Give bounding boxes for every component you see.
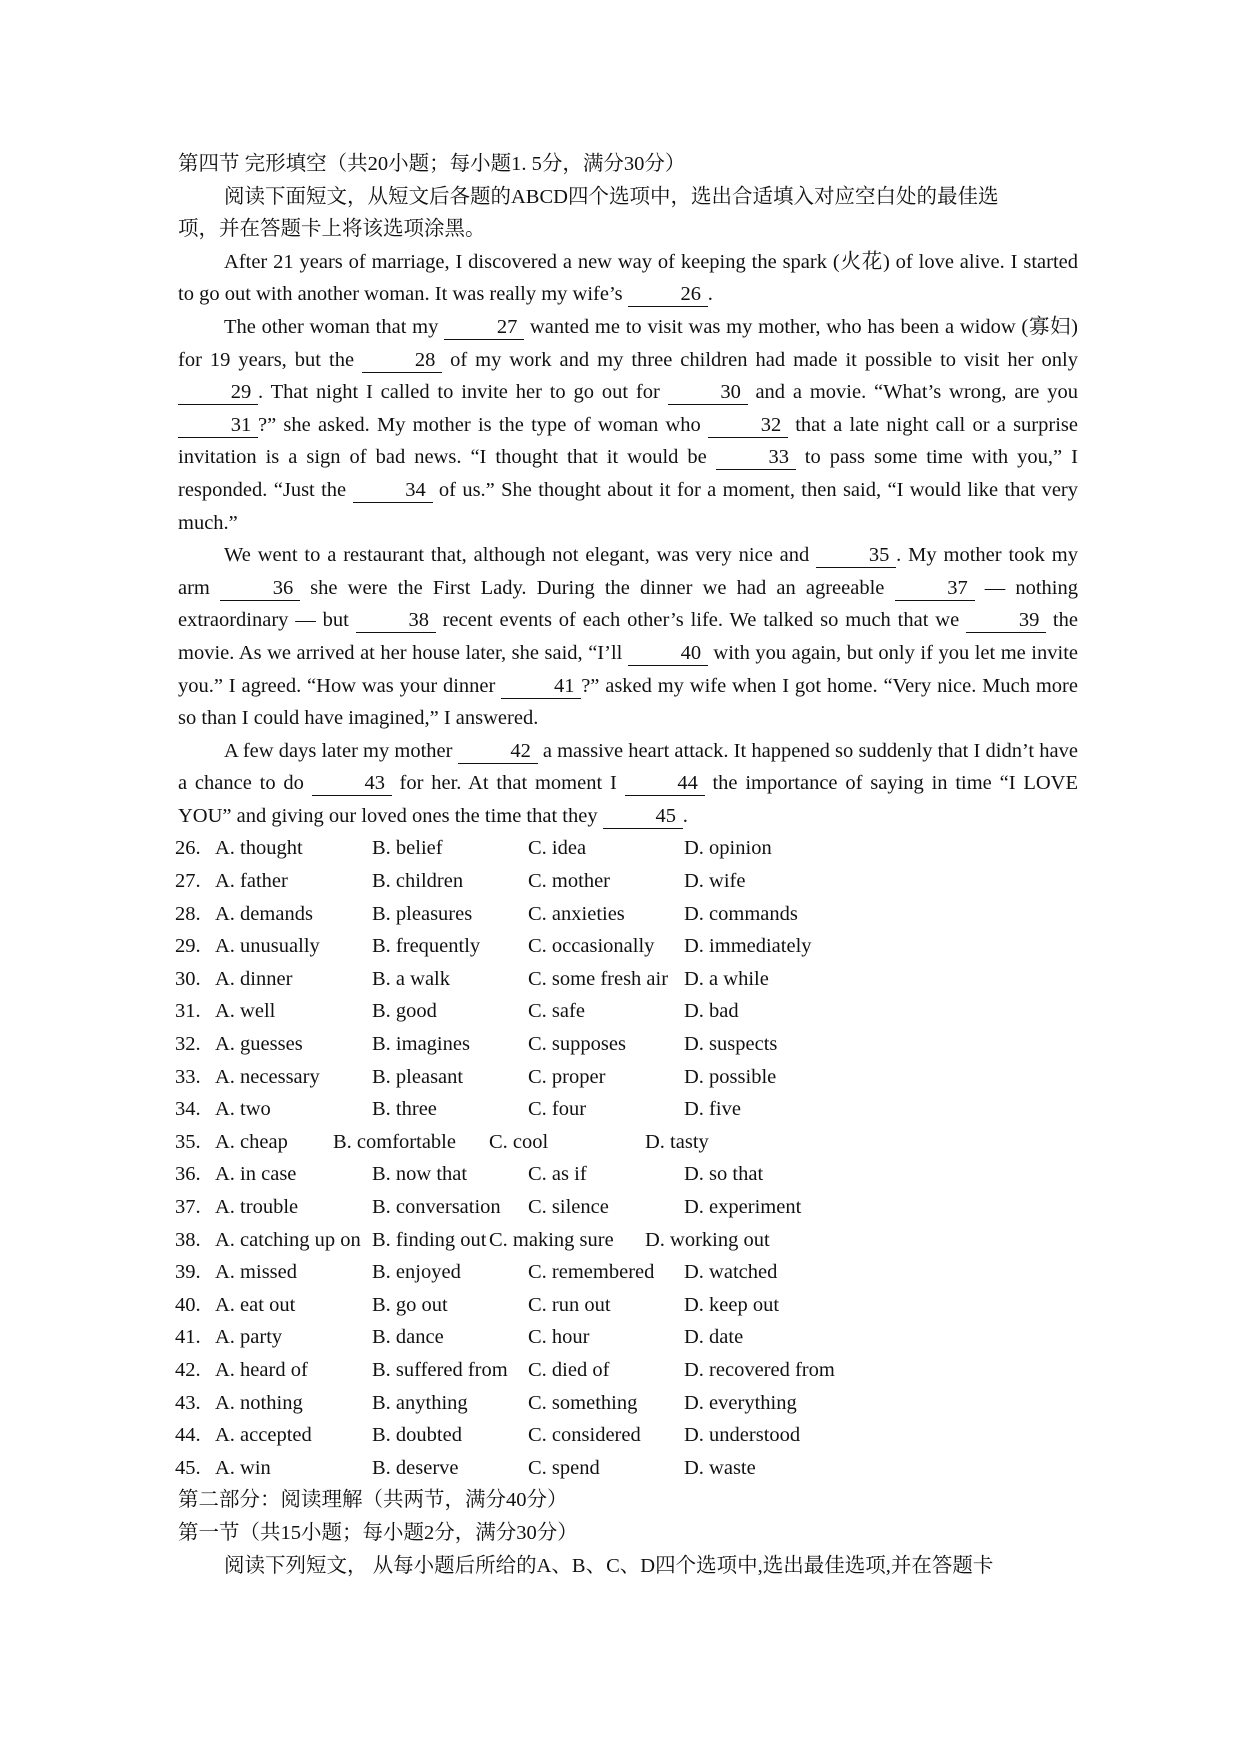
blank-44: 44	[625, 771, 705, 796]
question-number: 34.	[175, 1098, 201, 1121]
instruction-line-2: 项，并在答题卡上将该选项涂黑。	[178, 218, 486, 241]
option-a: A. necessary	[215, 1065, 320, 1088]
option-a: A. accepted	[215, 1424, 312, 1447]
blank-28: 28	[362, 348, 442, 373]
passage-text: and a movie. “What’s wrong, are you	[747, 381, 1078, 404]
passage-text: the movie. As we arrived at her house later, she said, “I’ll	[178, 609, 1078, 664]
question-number: 30.	[175, 967, 201, 990]
option-d: D. commands	[684, 902, 798, 925]
option-b: B. belief	[372, 837, 443, 860]
question-number: 33.	[175, 1065, 201, 1088]
passage-text: of us.” She thought about it for a moment, then said, “I would like that very much.”	[178, 478, 1078, 534]
option-d: D. a while	[684, 967, 769, 990]
option-c: C. proper	[528, 1065, 606, 1088]
passage-text: she were the First Lady. During the dinner we had an agreeable	[300, 576, 895, 599]
question-number: 43.	[175, 1391, 201, 1414]
option-d: D. opinion	[684, 837, 772, 860]
option-d: D. recovered from	[684, 1358, 835, 1381]
option-a: A. father	[215, 870, 288, 893]
passage-text: . My mother took my arm	[178, 544, 1078, 599]
passage-text: . That night I called to invite her to go out for	[258, 381, 668, 404]
passage-text: We went to a restaurant that, although not elegant, was very nice and	[224, 544, 817, 567]
option-a: A. heard of	[215, 1358, 308, 1381]
option-row	[175, 1354, 1078, 1387]
passage-text: for her. At that moment I	[391, 772, 625, 795]
option-b: B. children	[372, 870, 464, 893]
option-row	[175, 1321, 1078, 1354]
option-a: A. win	[215, 1456, 271, 1479]
option-c: C. safe	[528, 1000, 585, 1023]
blank-41: 41	[501, 674, 581, 699]
option-d: D. waste	[684, 1456, 756, 1479]
blank-32: 32	[708, 413, 788, 438]
option-row	[175, 1158, 1078, 1191]
passage-text: .	[707, 283, 713, 306]
option-d: D. everything	[684, 1391, 797, 1414]
option-row	[175, 963, 1078, 996]
blank-36: 36	[220, 576, 300, 601]
option-c: C. cool	[489, 1130, 549, 1153]
option-d: D. working out	[645, 1228, 770, 1251]
option-c: C. something	[528, 1391, 638, 1414]
option-a: A. cheap	[215, 1130, 288, 1153]
instruction-line-1: 阅读下面短文，从短文后各题的ABCD四个选项中，选出合适填入对应空白处的最佳选	[224, 185, 999, 208]
option-a: A. party	[215, 1326, 283, 1349]
option-b: B. good	[372, 1000, 437, 1023]
passage-text: wanted me to visit was my mother, who has been a widow (寡妇) for 19 years, but the	[178, 315, 1078, 371]
passage-text: recent events of each other’s life. We talked so much that we	[435, 609, 967, 632]
question-number: 39.	[175, 1261, 201, 1284]
option-d: D. so that	[684, 1163, 764, 1186]
option-row	[175, 1452, 1078, 1485]
option-d: D. five	[684, 1098, 741, 1121]
option-c: C. occasionally	[528, 935, 655, 958]
option-row	[175, 898, 1078, 931]
option-d: D. possible	[684, 1065, 777, 1088]
blank-43: 43	[312, 771, 392, 796]
option-c: C. making sure	[489, 1228, 614, 1251]
option-d: D. watched	[684, 1261, 778, 1284]
passage-paragraph-4	[178, 735, 1078, 833]
answer-options	[175, 832, 1078, 1484]
passage-text: ?” asked my wife when I got home. “Very nice. Much more so than I could have imagined,” I answered.	[178, 674, 1078, 730]
option-b: B. a walk	[372, 967, 450, 990]
option-b: B. comfortable	[333, 1130, 456, 1153]
option-c: C. mother	[528, 870, 610, 893]
option-b: B. imagines	[372, 1033, 470, 1056]
option-row	[175, 995, 1078, 1028]
option-c: C. idea	[528, 837, 587, 860]
question-number: 28.	[175, 902, 201, 925]
option-a: A. nothing	[215, 1391, 303, 1414]
option-row	[175, 865, 1078, 898]
option-c: C. as if	[528, 1163, 587, 1186]
option-a: A. dinner	[215, 967, 293, 990]
passage-text: a massive heart attack. It happened so suddenly that I didn’t have a chance to do	[178, 739, 1078, 795]
question-number: 29.	[175, 935, 201, 958]
question-number: 38.	[175, 1228, 201, 1251]
question-number: 41.	[175, 1326, 201, 1349]
option-a: A. missed	[215, 1261, 297, 1284]
option-row	[175, 1224, 1078, 1257]
passage-paragraph-3	[178, 539, 1078, 735]
passage-text: After 21 years of marriage, I discovered a new way of keeping the spark (火花) of love alive. I started to go out with another woman. It was really my wife’s	[178, 250, 1078, 306]
blank-26: 26	[628, 282, 708, 307]
blank-34: 34	[353, 478, 433, 503]
passage-text: A few days later my mother	[224, 739, 458, 762]
passage-text: of my work and my three children had made it possible to visit her only	[442, 348, 1079, 371]
option-b: B. go out	[372, 1293, 448, 1316]
blank-30: 30	[668, 380, 748, 405]
option-b: B. pleasant	[372, 1065, 464, 1088]
question-number: 42.	[175, 1358, 201, 1381]
blank-40: 40	[628, 641, 708, 666]
option-b: B. now that	[372, 1163, 468, 1186]
blank-29: 29	[178, 380, 258, 405]
option-row	[175, 1028, 1078, 1061]
option-b: B. deserve	[372, 1456, 459, 1479]
passage-text: that a late night call or a surprise invitation is a sign of bad news. “I thought that it would be	[178, 413, 1078, 469]
option-row	[175, 1387, 1078, 1420]
passage-text: with you again, but only if you let me invite you.” I agreed. “How was your dinner	[178, 641, 1078, 697]
option-d: D. wife	[684, 870, 746, 893]
passage-paragraph-2	[178, 311, 1078, 539]
question-number: 37.	[175, 1196, 201, 1218]
blank-37: 37	[895, 576, 975, 601]
question-number: 40.	[175, 1293, 201, 1316]
blank-38: 38	[356, 608, 436, 633]
blank-39: 39	[966, 608, 1046, 633]
option-a: A. trouble	[215, 1196, 299, 1218]
option-b: B. pleasures	[372, 902, 473, 925]
option-a: A. thought	[215, 837, 303, 860]
part2-instruction: 阅读下列短文， 从每小题后所给的A、B、C、D四个选项中,选出最佳选项,并在答题卡	[224, 1554, 994, 1577]
option-a: A. guesses	[215, 1033, 303, 1056]
passage-text: to pass some time with you,” I responded. “Just the	[178, 446, 1078, 501]
question-number: 35.	[175, 1130, 201, 1153]
option-a: A. two	[215, 1098, 271, 1121]
question-number: 36.	[175, 1163, 201, 1186]
blank-45: 45	[603, 804, 683, 829]
option-a: A. unusually	[215, 935, 320, 958]
option-c: C. died of	[528, 1358, 610, 1381]
option-c: C. run out	[528, 1293, 611, 1316]
option-row	[175, 930, 1078, 963]
option-c: C. considered	[528, 1424, 641, 1447]
blank-33: 33	[716, 445, 796, 470]
blank-42: 42	[458, 739, 538, 764]
option-c: C. four	[528, 1098, 587, 1121]
option-a: A. eat out	[215, 1293, 296, 1316]
option-b: B. enjoyed	[372, 1261, 461, 1284]
passage-text: .	[682, 804, 688, 827]
option-c: C. remembered	[528, 1261, 655, 1284]
option-a: A. in case	[215, 1163, 297, 1186]
passage-text: — nothing extraordinary — but	[178, 576, 1078, 632]
option-b: B. finding out	[372, 1228, 487, 1251]
blank-31: 31	[178, 413, 258, 438]
option-row	[175, 1419, 1078, 1452]
part2-section1-title: 第一节（共15小题；每小题2分，满分30分）	[178, 1521, 578, 1544]
option-c: C. spend	[528, 1456, 600, 1479]
question-number: 44.	[175, 1424, 201, 1447]
question-number: 31.	[175, 1000, 201, 1023]
option-d: D. experiment	[684, 1196, 802, 1218]
option-row	[175, 1093, 1078, 1126]
option-a: A. well	[215, 1000, 276, 1023]
option-d: D. bad	[684, 1000, 739, 1023]
exam-page	[175, 148, 1079, 1582]
option-row	[175, 1191, 1078, 1224]
option-row	[175, 1256, 1078, 1289]
option-c: C. some fresh air	[528, 967, 669, 990]
question-number: 27.	[175, 870, 201, 893]
option-d: D. suspects	[684, 1033, 778, 1056]
option-d: D. keep out	[684, 1293, 780, 1316]
passage-text: the importance of saying in time “I LOVE YOU” and giving our loved ones the time that they	[178, 772, 1078, 827]
option-row	[175, 1061, 1078, 1094]
blank-27: 27	[444, 315, 524, 340]
passage-text: The other woman that my	[224, 315, 445, 338]
option-d: D. understood	[684, 1424, 801, 1447]
option-row	[175, 1289, 1078, 1322]
option-row	[175, 1126, 1078, 1159]
option-a: A. catching up on	[215, 1228, 361, 1251]
option-d: D. immediately	[684, 935, 812, 958]
option-b: B. doubted	[372, 1424, 462, 1447]
option-b: B. suffered from	[372, 1358, 508, 1381]
option-c: C. hour	[528, 1326, 590, 1349]
option-c: C. supposes	[528, 1033, 626, 1056]
option-d: D. tasty	[645, 1130, 709, 1153]
option-b: B. three	[372, 1098, 437, 1121]
passage-paragraph-1	[178, 246, 1078, 311]
part2-title: 第二部分：阅读理解（共两节，满分40分）	[178, 1489, 568, 1512]
option-c: C. anxieties	[528, 902, 625, 925]
passage-text: ?” she asked. My mother is the type of woman who	[258, 413, 708, 436]
option-b: B. frequently	[372, 935, 481, 958]
question-number: 32.	[175, 1033, 201, 1056]
option-b: B. dance	[372, 1326, 444, 1349]
question-number: 45.	[175, 1456, 201, 1479]
option-b: B. conversation	[372, 1196, 501, 1218]
option-c: C. silence	[528, 1196, 609, 1218]
blank-35: 35	[816, 543, 896, 568]
question-number: 26.	[175, 837, 201, 860]
option-b: B. anything	[372, 1391, 468, 1414]
option-row	[175, 832, 1078, 865]
option-d: D. date	[684, 1326, 744, 1349]
option-a: A. demands	[215, 902, 313, 925]
section-title: 第四节 完形填空（共20小题；每小题1. 5分，满分30分）	[178, 153, 686, 175]
